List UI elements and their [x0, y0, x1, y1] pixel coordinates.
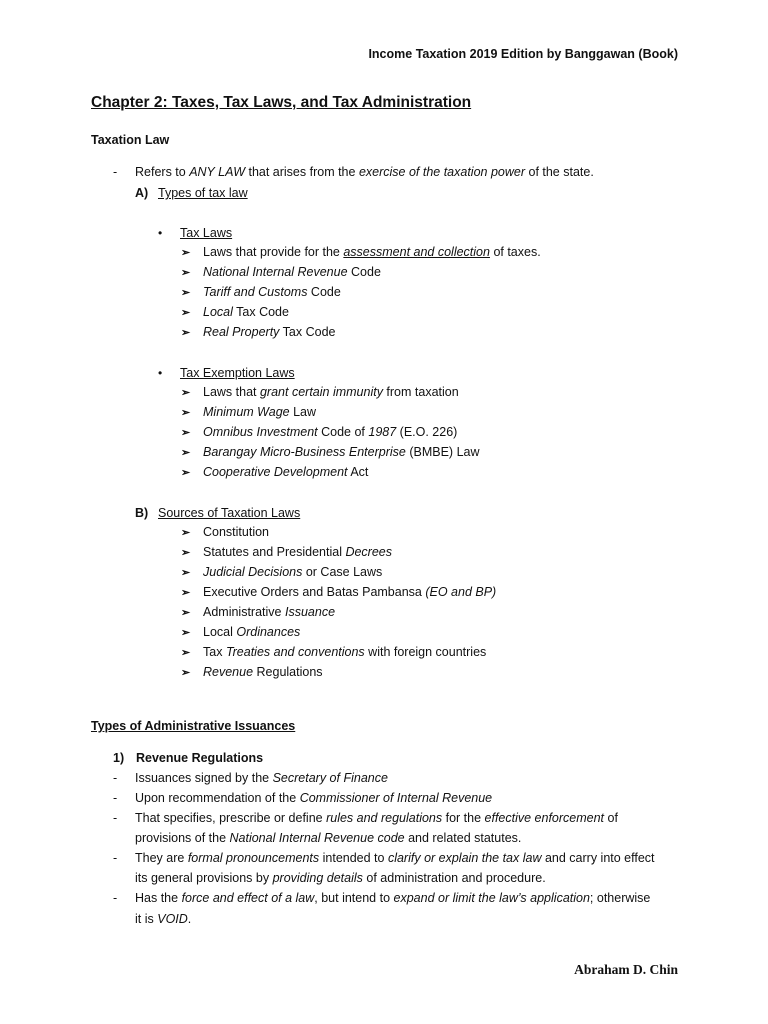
text-run: Barangay Micro-Business Enterprise [203, 445, 406, 459]
text-run: with foreign countries [364, 645, 487, 659]
text-run: Statutes and Presidential [203, 545, 346, 559]
text-run: Laws that provide for the [203, 245, 344, 259]
dash-marker: - [113, 891, 118, 905]
text-run: of taxes. [489, 245, 541, 259]
text-run: effective enforcement [484, 811, 605, 825]
source-item [203, 665, 323, 679]
text-run: Issuance [284, 605, 336, 619]
author-name: Abraham D. Chin [574, 962, 678, 977]
text-run: National Internal Revenue [203, 265, 348, 279]
tax-laws-item [203, 285, 341, 299]
text-run: intended to [319, 851, 388, 865]
types-of-tax-law-label: Types of tax law [158, 186, 248, 200]
rr-point [135, 851, 655, 865]
text-run: Local [203, 305, 233, 319]
text-run: Revenue [203, 665, 254, 679]
sources-marker: B) [135, 506, 149, 520]
text-run: Administrative [203, 605, 285, 619]
text-run: providing details [272, 871, 363, 885]
arrow-marker: ➢ [181, 287, 191, 299]
arrow-marker: ➢ [181, 267, 191, 279]
text-run: Law [289, 405, 317, 419]
arrow-marker: ➢ [181, 627, 191, 639]
tax-laws-item [203, 305, 289, 319]
text-run: Tariff and Customs [203, 285, 308, 299]
text-run: That specifies, prescribe or define [135, 811, 327, 825]
source-item [203, 545, 392, 559]
text-run: clarify or explain the tax law [387, 851, 542, 865]
text-run: and carry into effect [541, 851, 655, 865]
text-run: , but intend to [314, 891, 394, 905]
text-run: Local [203, 625, 237, 639]
text-run: ; otherwise [589, 891, 651, 905]
text-run: Regulations [253, 665, 323, 679]
text-run: Tax Code [279, 325, 336, 339]
text-run: for the [442, 811, 485, 825]
exemption-item [203, 445, 480, 459]
taxation-law-definition: Refers to ANY LAW that arises from the exercise of the taxation power of the state. [135, 165, 594, 179]
arrow-marker: ➢ [181, 527, 191, 539]
exemption-item [203, 405, 316, 419]
text-run: Tax [203, 645, 226, 659]
source-item [203, 605, 335, 619]
text-run: . [187, 912, 192, 926]
text-run: Minimum Wage [203, 405, 290, 419]
text-run: from taxation [382, 385, 459, 399]
tax-laws-label: Tax Laws [180, 226, 233, 240]
text-run: Issuances signed by the [135, 771, 273, 785]
arrow-marker: ➢ [181, 607, 191, 619]
rr-point [135, 771, 388, 785]
exemption-item [203, 425, 457, 439]
text-run: (BMBE) Law [405, 445, 480, 459]
text-run: Act [347, 465, 369, 479]
text-run: They are [135, 851, 188, 865]
rr-point [135, 891, 650, 905]
text-run: 1987 [368, 425, 397, 439]
text-run: assessment and collection [343, 245, 490, 259]
admin-issuances-heading: Types of Administrative Issuances [91, 719, 296, 733]
text-run: formal pronouncements [187, 851, 320, 865]
rr-point [135, 811, 618, 825]
tax-laws-item [203, 325, 336, 339]
text-run: of administration and procedure. [362, 871, 546, 885]
text-run: Decrees [345, 545, 392, 559]
source-item [203, 625, 300, 639]
text-run: Secretary of Finance [272, 771, 388, 785]
arrow-marker: ➢ [181, 387, 191, 399]
bullet-marker: • [158, 366, 163, 380]
bullet-marker: • [158, 226, 163, 240]
text-run: VOID [157, 912, 188, 926]
arrow-marker: ➢ [181, 567, 191, 579]
dash-marker: - [113, 165, 118, 179]
rr-point-continuation [135, 831, 521, 845]
arrow-marker: ➢ [181, 327, 191, 339]
source-item [203, 565, 382, 579]
text-run: of [604, 811, 618, 825]
text-run: Code [307, 285, 341, 299]
text-run: Treaties and conventions [225, 645, 365, 659]
text-run: grant certain immunity [259, 385, 383, 399]
rr-point-continuation [135, 871, 546, 885]
dash-marker: - [113, 771, 118, 785]
tax-exemption-laws-label: Tax Exemption Laws [180, 366, 295, 380]
text-run: Tax Code [232, 305, 289, 319]
text-run: it is [135, 912, 158, 926]
arrow-marker: ➢ [181, 447, 191, 459]
text-run: Laws that [203, 385, 260, 399]
text-run: and related statutes. [404, 831, 522, 845]
text-run: (EO and BP) [425, 585, 497, 599]
arrow-marker: ➢ [181, 467, 191, 479]
arrow-marker: ➢ [181, 587, 191, 599]
text-run: Constitution [203, 525, 270, 539]
text-run: its general provisions by [135, 871, 273, 885]
text-run: provisions of the [135, 831, 230, 845]
arrow-marker: ➢ [181, 647, 191, 659]
sources-label: Sources of Taxation Laws [158, 506, 301, 520]
arrow-marker: ➢ [181, 547, 191, 559]
arrow-marker: ➢ [181, 247, 191, 259]
types-marker: A) [135, 186, 149, 200]
exemption-item [203, 465, 368, 479]
source-item [203, 525, 269, 539]
text-run: rules and regulations [326, 811, 443, 825]
chapter-title: Chapter 2: Taxes, Tax Laws, and Tax Administration [91, 94, 472, 111]
text-run: Omnibus Investment [203, 425, 318, 439]
text-run: expand or limit the law’s application [393, 891, 590, 905]
source-item [203, 585, 496, 599]
revenue-regulations-label: Revenue Regulations [136, 751, 264, 765]
text-run: Upon recommendation of the [135, 791, 300, 805]
arrow-marker: ➢ [181, 307, 191, 319]
text-run: Has the [135, 891, 182, 905]
book-title: Income Taxation 2019 Edition by Banggawan (Book) [368, 47, 678, 61]
text-run: National Internal Revenue code [229, 831, 405, 845]
arrow-marker: ➢ [181, 407, 191, 419]
text-run: Judicial Decisions [203, 565, 303, 579]
revenue-regulations-marker: 1) [113, 751, 125, 765]
text-run: Code [347, 265, 381, 279]
text-run: Real Property [203, 325, 280, 339]
text-run: Commissioner of Internal Revenue [299, 791, 493, 805]
exemption-item [203, 385, 459, 399]
taxation-law-heading: Taxation Law [91, 133, 170, 147]
tax-laws-item [203, 265, 381, 279]
tax-laws-item [203, 245, 541, 259]
text-run: Executive Orders and Batas Pambansa [203, 585, 426, 599]
text-run: or Case Laws [302, 565, 383, 579]
arrow-marker: ➢ [181, 667, 191, 679]
text-run: Code of [317, 425, 369, 439]
text-run: (E.O. 226) [396, 425, 458, 439]
text-run: Ordinances [236, 625, 301, 639]
dash-marker: - [113, 791, 118, 805]
rr-point [135, 791, 492, 805]
dash-marker: - [113, 851, 118, 865]
source-item [203, 645, 486, 659]
arrow-marker: ➢ [181, 427, 191, 439]
rr-point-continuation [135, 912, 191, 926]
text-run: Cooperative Development [203, 465, 348, 479]
text-run: force and effect of a law [181, 891, 315, 905]
dash-marker: - [113, 811, 118, 825]
